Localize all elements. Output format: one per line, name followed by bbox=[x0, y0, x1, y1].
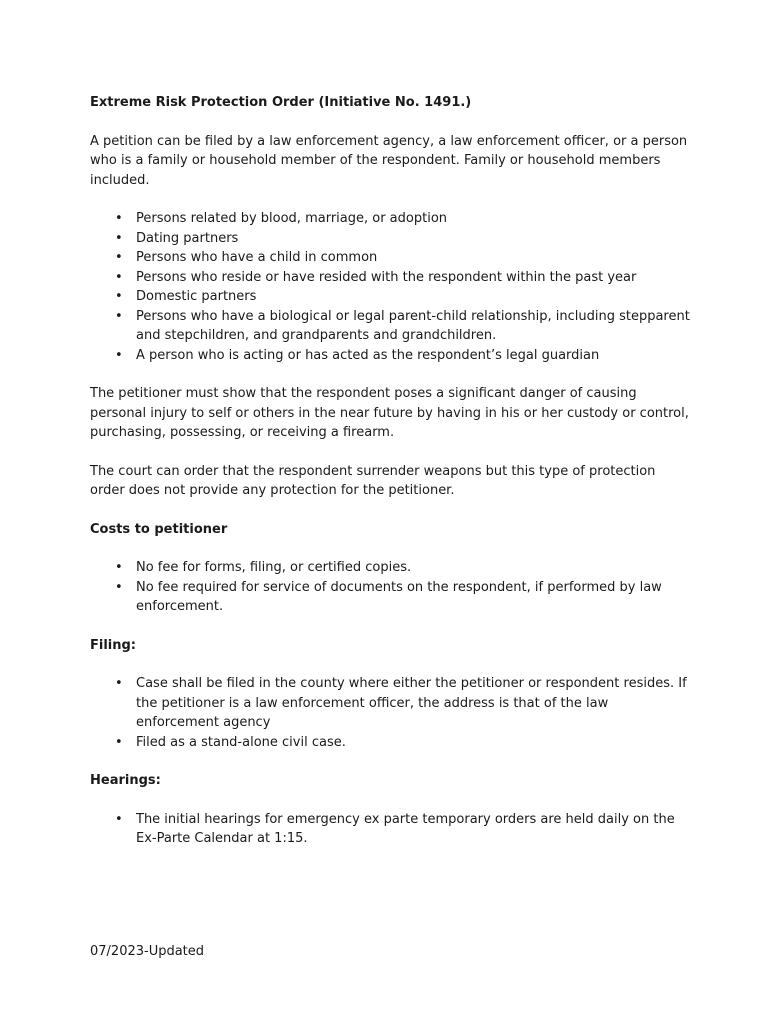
bullet-icon: • bbox=[115, 308, 123, 324]
family-members-list bbox=[90, 209, 690, 365]
court-paragraph: The court can order that the respondent surrender weapons but this type of protection order does not provide any protection for the petitioner. bbox=[90, 463, 656, 498]
intro-paragraph: A petition can be filed by a law enforcement agency, a law enforcement officer, or a person who is a family or household member of the respondent. Family or household members included. bbox=[90, 133, 688, 188]
bullet-icon: • bbox=[115, 676, 123, 691]
bullet-icon: • bbox=[115, 211, 123, 226]
filing-list bbox=[90, 674, 690, 752]
bullet-icon: • bbox=[115, 250, 123, 265]
bullet-icon: • bbox=[115, 230, 123, 246]
list-item: • Persons who reside or have resided with the respondent within the past year bbox=[90, 268, 690, 288]
bullet-icon: • bbox=[115, 560, 123, 575]
list-item: • Persons related by blood, marriage, or adoption bbox=[90, 209, 690, 229]
danger-paragraph: The petitioner must show that the respondent poses a significant danger of causing personal injury to self or others in the near future by having in his or her custody or control, purchasing, possessing, or receiving a firearm. bbox=[90, 386, 689, 440]
list-item: • No fee required for service of documents on the respondent, if performed by law enforcement. bbox=[115, 579, 662, 614]
bullet-icon: • bbox=[115, 269, 123, 285]
costs-heading: Costs to petitioner bbox=[90, 521, 228, 537]
bullet-icon: • bbox=[115, 579, 123, 595]
bullet-icon: • bbox=[115, 347, 123, 363]
costs-list bbox=[90, 558, 690, 617]
document-title: Extreme Risk Protection Order (Initiative No. 1491.) bbox=[90, 95, 472, 110]
list-item: • No fee for forms, filing, or certified copies. bbox=[90, 558, 690, 578]
list-item: • Domestic partners bbox=[90, 287, 690, 307]
hearings-heading: Hearings: bbox=[90, 773, 161, 788]
document-body bbox=[90, 93, 690, 868]
bullet-icon: • bbox=[115, 811, 123, 827]
list-item: • Filed as a stand-alone civil case. bbox=[90, 733, 690, 753]
hearings-list bbox=[90, 810, 690, 849]
bullet-icon: • bbox=[115, 734, 123, 750]
list-item: • Persons who have a child in common bbox=[90, 248, 690, 268]
bullet-icon: • bbox=[115, 289, 123, 304]
footer-date: 07/2023-Updated bbox=[90, 944, 205, 959]
list-item: • Case shall be filed in the county where either the petitioner or respondent resides. If the petitioner is a law enforcement officer, the address is that of the law enforcement agency bbox=[115, 676, 687, 730]
list-item: • A person who is acting or has acted as the respondent’s legal guardian bbox=[90, 346, 690, 366]
list-item: • Dating partners bbox=[90, 229, 690, 249]
list-item: • Persons who have a biological or legal parent-child relationship, including stepparent and stepchildren, and grandparents and grandchildren. bbox=[115, 308, 690, 343]
list-item: • The initial hearings for emergency ex parte temporary orders are held daily on the Ex-Parte Calendar at 1:15. bbox=[115, 811, 675, 846]
filing-heading: Filing: bbox=[90, 637, 137, 653]
